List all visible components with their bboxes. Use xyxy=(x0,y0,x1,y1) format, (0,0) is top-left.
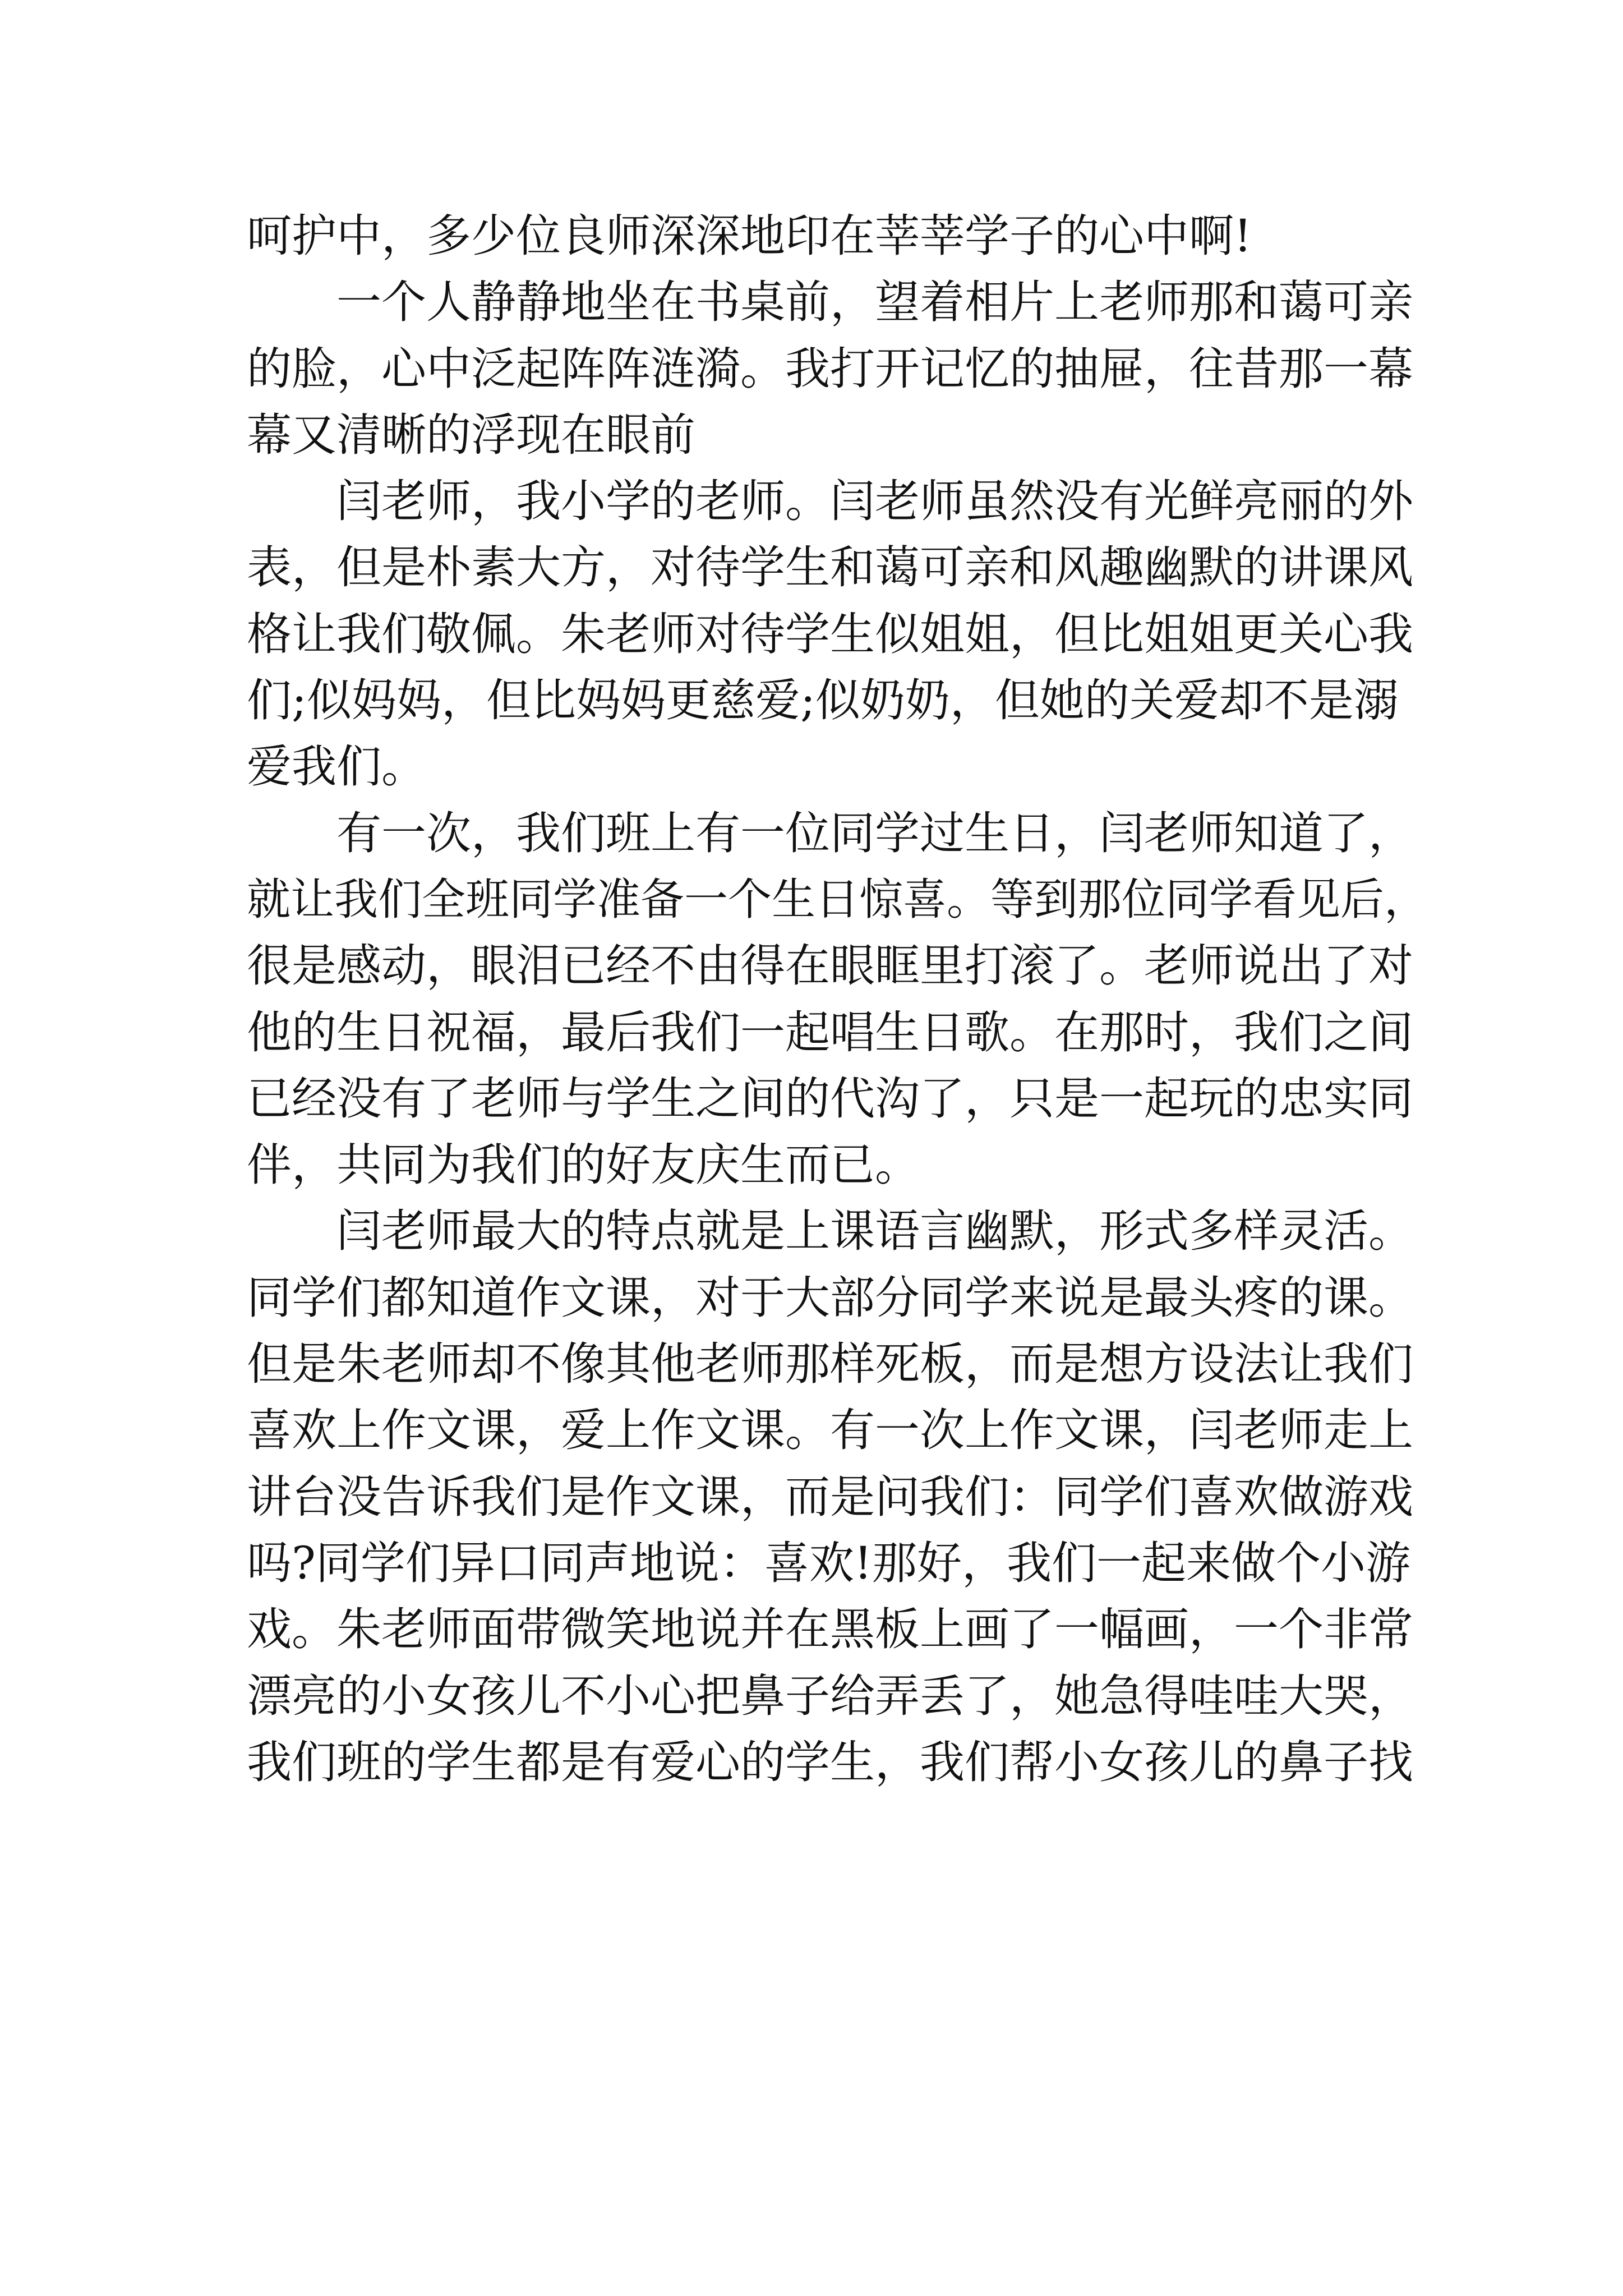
text-line: 就让我们全班同学准备一个生日惊喜。等到那位同学看见后， xyxy=(247,874,1428,925)
text-line: 已经没有了老师与学生之间的代沟了，只是一起玩的忠实同 xyxy=(247,1072,1413,1125)
body-text xyxy=(247,203,1428,1796)
text-line: 很是感动，眼泪已经不由得在眼眶里打滚了。老师说出了对 xyxy=(247,940,1413,992)
text-line: 的脸，心中泛起阵阵涟漪。我打开记忆的抽屉，往昔那一幕 xyxy=(247,342,1413,395)
text-line: 讲台没告诉我们是作文课，而是问我们：同学们喜欢做游戏 xyxy=(247,1470,1413,1523)
text-line: 表，但是朴素大方，对待学生和蔼可亲和风趣幽默的讲课风 xyxy=(247,541,1413,594)
text-line: 伴，共同为我们的好友庆生而已。 xyxy=(247,1139,920,1191)
text-line: 同学们都知道作文课，对于大部分同学来说是最头疼的课。 xyxy=(247,1271,1413,1324)
text-line: 格让我们敬佩。朱老师对待学生似姐姐，但比姐姐更关心我 xyxy=(247,608,1413,660)
text-line: 吗?同学们异口同声地说：喜欢!那好，我们一起来做个小游 xyxy=(247,1536,1411,1589)
text-line: 们;似妈妈，但比妈妈更慈爱;似奶奶，但她的关爱却不是溺 xyxy=(247,674,1399,727)
text-line: 漂亮的小女孩儿不小心把鼻子给弄丢了，她急得哇哇大哭， xyxy=(247,1669,1413,1722)
text-line: 他的生日祝福，最后我们一起唱生日歌。在那时，我们之间 xyxy=(247,1006,1413,1059)
text-line: 呵护中，多少位良师深深地印在莘莘学子的心中啊! xyxy=(247,210,1252,262)
text-line: 闫老师，我小学的老师。闫老师虽然没有光鲜亮丽的外 xyxy=(247,475,1413,528)
text-line: 但是朱老师却不像其他老师那样死板，而是想方设法让我们 xyxy=(247,1338,1413,1391)
text-line: 喜欢上作文课，爱上作文课。有一次上作文课，闫老师走上 xyxy=(247,1404,1413,1457)
text-line: 戏。朱老师面带微笑地说并在黑板上画了一幅画，一个非常 xyxy=(247,1603,1413,1656)
text-line: 一个人静静地坐在书桌前，望着相片上老师那和蔼可亲 xyxy=(247,276,1413,329)
text-line: 爱我们。 xyxy=(247,740,426,793)
text-line: 闫老师最大的特点就是上课语言幽默，形式多样灵活。 xyxy=(247,1205,1413,1258)
text-line: 有一次，我们班上有一位同学过生日，闫老师知道了， xyxy=(247,807,1413,859)
text-line: 我们班的学生都是有爱心的学生，我们帮小女孩儿的鼻子找 xyxy=(247,1736,1413,1788)
text-line: 幕又清晰的浮现在眼前 xyxy=(247,408,695,461)
